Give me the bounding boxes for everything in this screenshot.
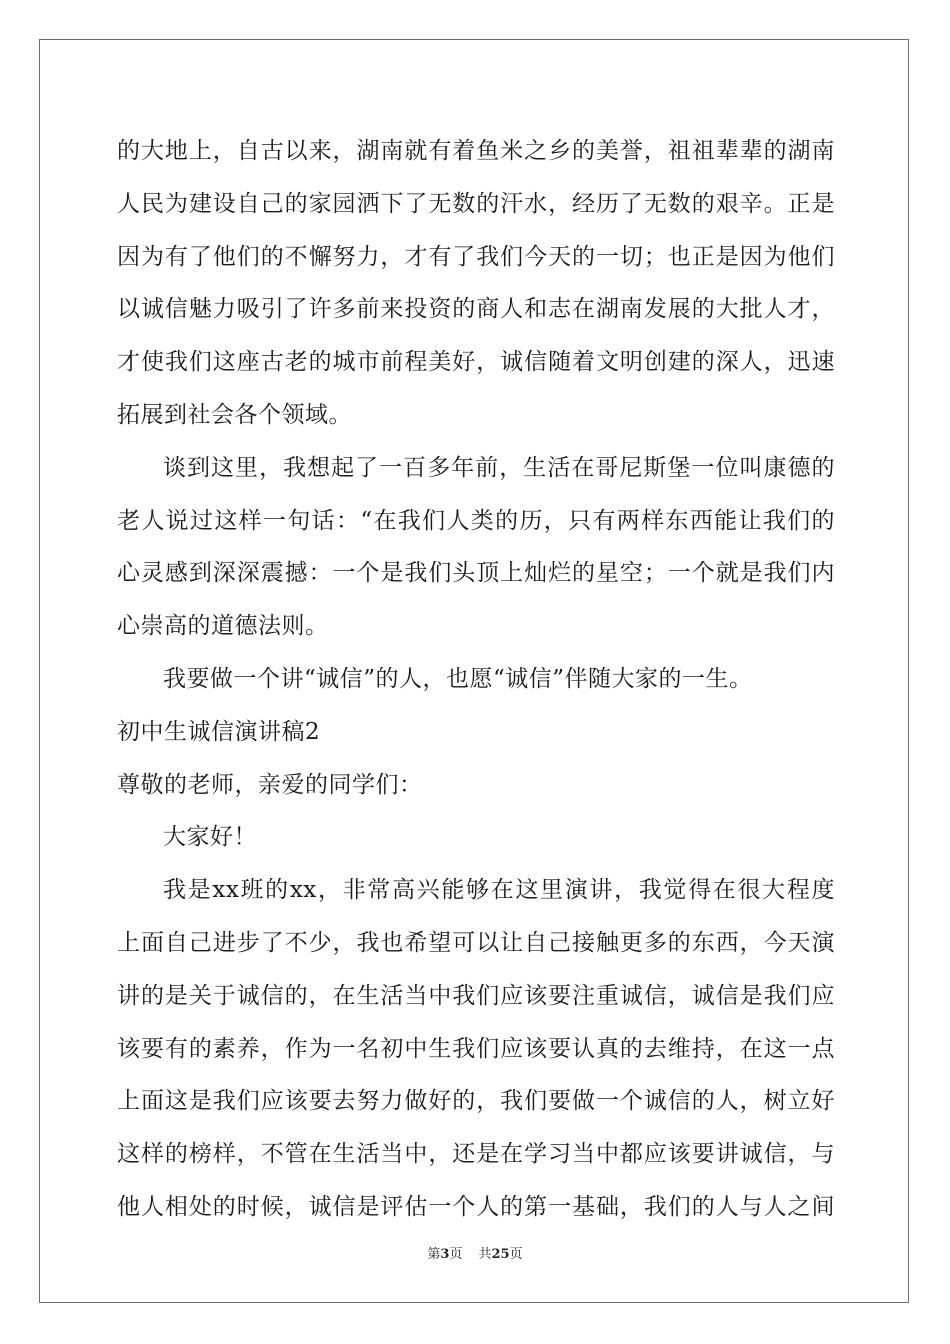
page-prefix: 第 (427, 1247, 441, 1262)
paragraph-line: 上面自己进步了不少，我也希望可以让自己接触更多的东西，今天演 (117, 929, 835, 956)
paragraph-line: 该要有的素养，作为一名初中生我们应该要认真的去维持，在这一点 (117, 1035, 835, 1062)
paragraph-line: 的大地上，自古以来，湖南就有着鱼米之乡的美誉，祖祖辈辈的湖南 (117, 138, 835, 164)
page-suffix: 页 (449, 1247, 463, 1262)
paragraph-line: 谈到这里，我想起了一百多年前，生活在哥尼斯堡一位叫康德的 (163, 454, 835, 481)
document-body (117, 125, 835, 1234)
paragraph-line: 我是xx班的xx，非常高兴能够在这里演讲，我觉得在很大程度 (163, 877, 835, 904)
paragraph-line: 他人相处的时候，诚信是评估一个人的第一基础，我们的人与人之间 (117, 1193, 835, 1220)
paragraph-line: 才使我们这座古老的城市前程美好，诚信随着文明创建的深人，迅速 (117, 349, 835, 376)
page-footer (0, 1247, 950, 1263)
paragraph-line: 这样的榜样，不管在生活当中，还是在学习当中都应该要讲诚信，与 (117, 1141, 835, 1168)
page-total: 25 (491, 1247, 510, 1262)
paragraph-line: 心灵感到深深震撼：一个是我们头顶上灿烂的星空；一个就是我们内 (117, 560, 835, 587)
salutation: 尊敬的老师，亲爱的同学们： (117, 771, 423, 798)
greeting: 大家好！ (163, 824, 257, 851)
paragraph-line: 老人说过这样一句话：“在我们人类的历，只有两样东西能让我们的 (117, 507, 835, 534)
paragraph-line: 心崇高的道德法则。 (117, 613, 329, 640)
paragraph-line: 以诚信魅力吸引了许多前来投资的商人和志在湖南发展的大批人才， (117, 296, 835, 323)
paragraph-line: 因为有了他们的不懈努力，才有了我们今天的一切；也正是因为他们 (117, 243, 835, 270)
paragraph-line: 人民为建设自己的家园洒下了无数的汗水，经历了无数的艰辛。正是 (117, 190, 835, 217)
paragraph-line: 拓展到社会各个领域。 (117, 401, 352, 428)
paragraph-line: 我要做一个讲“诚信”的人，也愿“诚信”伴随大家的一生。 (163, 665, 753, 692)
total-prefix: 共 (478, 1247, 492, 1262)
total-suffix: 页 (509, 1247, 523, 1262)
section-title: 初中生诚信演讲稿2 (117, 718, 321, 745)
paragraph-line: 讲的是关于诚信的，在生活当中我们应该要注重诚信，诚信是我们应 (117, 982, 835, 1009)
paragraph-line: 上面这是我们应该要去努力做好的，我们要做一个诚信的人，树立好 (117, 1088, 835, 1115)
page-current: 3 (440, 1247, 450, 1262)
